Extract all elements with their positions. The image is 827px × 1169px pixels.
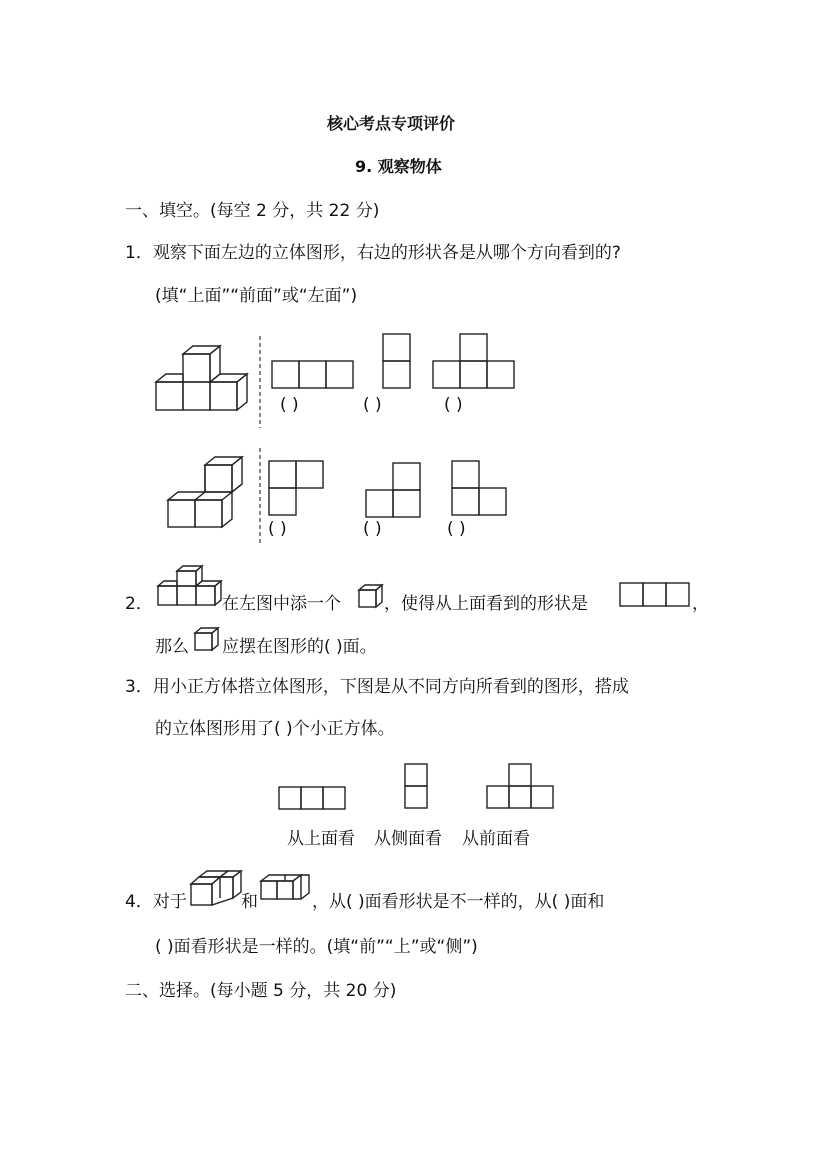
- q3-front-view: [486, 763, 556, 810]
- q2-text-3: ，: [692, 594, 709, 614]
- q1-view-1c: [432, 333, 516, 390]
- q1-solid-1-figure: [150, 340, 260, 420]
- q1-view-1a: [271, 360, 355, 390]
- page-subtitle: 9. 观察物体: [355, 157, 442, 176]
- q1-answer-blank-1c[interactable]: ( ): [444, 395, 463, 415]
- q3-line2: 的立体图形用了( )个小正方体。: [155, 719, 395, 739]
- q3-label-side: 从侧面看: [374, 829, 442, 849]
- section-1-heading: 一、填空。(每空 2 分，共 22 分): [125, 201, 380, 221]
- q4-text-1: ，从( )面看形状是不一样的，从( )面和: [312, 892, 605, 912]
- q1-view-1b: [382, 333, 412, 390]
- q3-line1: 3．用小正方体搭立体图形，下图是从不同方向所看到的图形，搭成: [125, 677, 629, 697]
- q4-solid-b-figure: [260, 873, 312, 903]
- q3-label-front: 从前面看: [462, 829, 530, 849]
- q1-view-2c: [451, 460, 508, 517]
- q1-view-2a: [268, 460, 325, 517]
- q2-line2-b: 应摆在图形的( )面。: [222, 637, 377, 657]
- q2-text-2: ，使得从上面看到的形状是: [384, 594, 588, 614]
- q1-answer-blank-2b[interactable]: ( ): [363, 519, 382, 539]
- q1-divider-1: [258, 336, 262, 428]
- q2-line2-a: 那么: [155, 637, 189, 657]
- q1-divider-2: [258, 448, 262, 546]
- q2-single-cube-icon-2: [194, 627, 220, 651]
- q1-view-2b: [365, 462, 422, 519]
- q1-solid-2-figure: [165, 452, 250, 532]
- section-2-heading: 二、选择。(每小题 5 分，共 20 分): [125, 981, 397, 1001]
- page-title: 核心考点专项评价: [327, 114, 456, 133]
- q4-solid-a-figure: [190, 870, 242, 908]
- q1-answer-blank-2a[interactable]: ( ): [268, 519, 287, 539]
- q3-top-view: [278, 786, 348, 810]
- q3-side-view: [404, 763, 430, 810]
- q1-answer-blank-2c[interactable]: ( ): [447, 519, 466, 539]
- q1-line2: (填“上面”“前面”或“左面”): [155, 286, 358, 306]
- q1-line1: 1．观察下面左边的立体图形，右边的形状各是从哪个方向看到的?: [125, 243, 621, 263]
- q1-answer-blank-1a[interactable]: ( ): [280, 395, 299, 415]
- q2-number: 2．: [125, 594, 153, 614]
- q4-line2: ( )面看形状是一样的。(填“前”“上”或“侧”): [155, 937, 478, 957]
- q3-label-top: 从上面看: [287, 829, 355, 849]
- q4-number: 4．对于: [125, 892, 187, 912]
- q2-solid-figure: [157, 564, 222, 608]
- q1-answer-blank-1b[interactable]: ( ): [363, 395, 382, 415]
- q2-single-cube-icon: [358, 584, 384, 608]
- q2-top-view-figure: [619, 582, 691, 608]
- q4-and: 和: [241, 892, 258, 912]
- q2-text-1: 在左图中添一个: [222, 594, 341, 614]
